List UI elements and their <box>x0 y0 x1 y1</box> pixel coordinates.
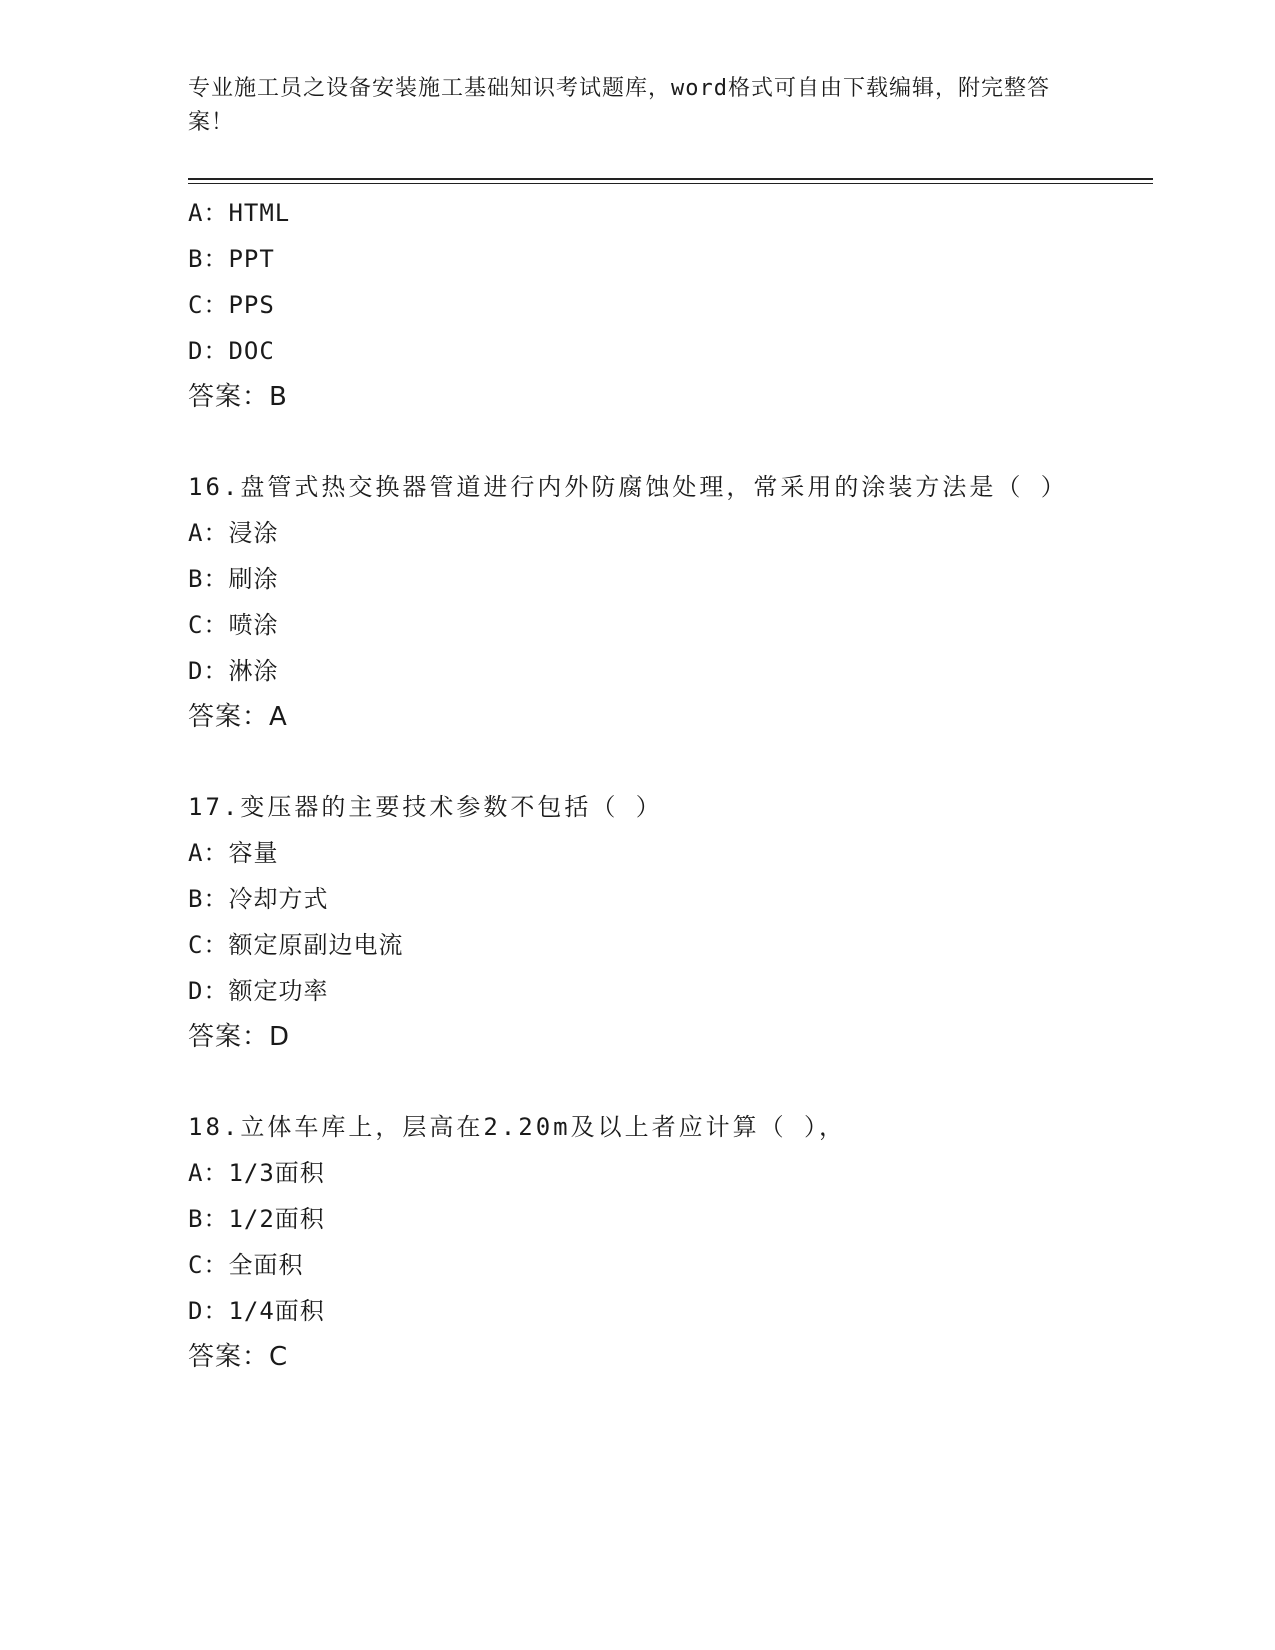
option-a: A：浸涂 <box>188 519 279 547</box>
document-header: 专业施工员之设备安装施工基础知识考试题库，word格式可自由下载编辑，附完整答案！ <box>188 76 1050 135</box>
question-15 <box>188 190 1058 420</box>
option-c: C：喷涂 <box>188 611 279 639</box>
option-d: D：DOC <box>188 337 275 365</box>
option-d: D：1/4面积 <box>188 1297 325 1325</box>
answer: 答案：A <box>188 702 288 732</box>
option-c: C：全面积 <box>188 1251 304 1279</box>
option-d: D：淋涂 <box>188 657 279 685</box>
question-16 <box>188 464 1068 740</box>
option-b: B：PPT <box>188 245 275 273</box>
option-b: B：刷涂 <box>188 565 279 593</box>
question-18 <box>188 1104 1058 1380</box>
header-divider <box>188 178 1153 184</box>
answer: 答案：B <box>188 382 288 412</box>
option-a: A：1/3面积 <box>188 1159 325 1187</box>
option-d: D：额定功率 <box>188 977 329 1005</box>
option-b: B：冷却方式 <box>188 885 329 913</box>
option-b: B：1/2面积 <box>188 1205 325 1233</box>
option-c: C：PPS <box>188 291 275 319</box>
option-a: A：HTML <box>188 199 291 227</box>
question-stem: 18.立体车库上，层高在2.20m及以上者应计算（ ）， <box>188 1113 847 1141</box>
question-17 <box>188 784 1058 1060</box>
document-page <box>188 0 1153 1650</box>
question-list <box>188 190 1068 1380</box>
question-stem: 17.变压器的主要技术参数不包括（ ） <box>188 793 663 821</box>
answer: 答案：C <box>188 1342 289 1372</box>
answer: 答案：D <box>188 1022 291 1052</box>
option-c: C：额定原副边电流 <box>188 931 404 959</box>
option-a: A：容量 <box>188 839 279 867</box>
question-stem: 16.盘管式热交换器管道进行内外防腐蚀处理，常采用的涂装方法是（ ） <box>188 473 1068 501</box>
